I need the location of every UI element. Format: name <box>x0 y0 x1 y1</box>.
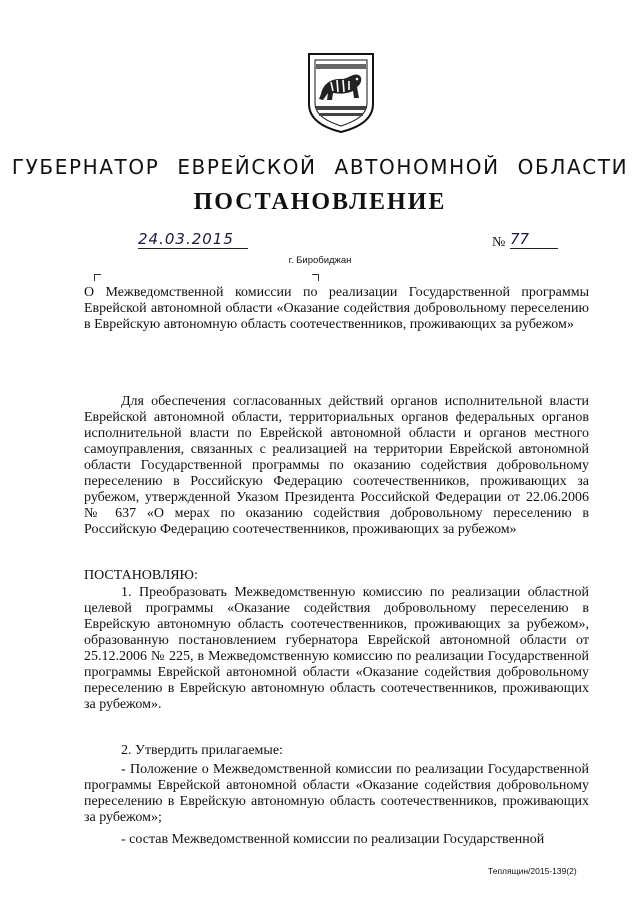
document-type: ПОСТАНОВЛЕНИЕ <box>193 189 447 215</box>
document-date: 24.03.2015 <box>138 230 248 249</box>
item-2-paragraph: 2. Утвердить прилагаемые: <box>121 743 283 758</box>
number-label: № <box>492 235 506 250</box>
footer-reference: Теплящин/2015-139(2) <box>488 866 577 876</box>
preamble-paragraph: Для обеспечения согласованных действий органов исполнительной власти Еврейской автономной области, территориальных органов федеральных органов исполнительной власти по Еврейской автономной области и органов местного самоуправления, связанных с реализацией на территории Еврейской автономной области Государственной программы по оказанию содействия добровольному переселению в Российскую Федерацию соотечественников, проживающих за рубежом, утвержденной Указом Президента Российской Федерации от 22.06.2006 № 637 «О мерах по оказанию содействия добровольному переселению в Российскую Федерацию соотечественников, проживающих за рубежом» <box>84 394 589 537</box>
item-2a-paragraph: - Положение о Межведомственной комиссии по реализации Государственной программы Еврейской автономной области «Оказание содействия добровольному переселению в Еврейскую автономную область соотечественников, проживающих за рубежом»; <box>84 762 589 825</box>
coat-of-arms-tiger-icon <box>305 50 377 134</box>
document-number: 77 <box>510 230 558 249</box>
title-bracket-right <box>312 274 319 281</box>
item-1-paragraph: 1. Преобразовать Межведомственную комиссию по реализации областной целевой программы «Оказание содействия добровольному переселению в Еврейскую автономную область соотечественников, проживающих за рубежом», образованную постановлением губернатора Еврейской автономной области от 25.12.2006 № 225, в Межведомственную комиссию по реализации Государственной программы Еврейской автономной области «Оказание содействия добровольному переселению в Еврейскую автономную область соотечественников, проживающих за рубежом». <box>84 585 589 712</box>
decree-word: ПОСТАНОВЛЯЮ: <box>84 568 198 583</box>
city-name: г. Биробиджан <box>288 255 352 266</box>
title-bracket-left <box>94 274 101 281</box>
item-2b-paragraph: - состав Межведомственной комиссии по реализации Государственной <box>121 832 545 847</box>
authority-heading: ГУБЕРНАТОР ЕВРЕЙСКОЙ АВТОНОМНОЙ ОБЛАСТИ <box>11 155 629 179</box>
document-title: О Межведомственной комиссии по реализации Государственной программы Еврейской автономной области «Оказание содействия добровольному переселению в Еврейскую автономную область соотечественников, проживающих за рубежом» <box>84 285 589 332</box>
